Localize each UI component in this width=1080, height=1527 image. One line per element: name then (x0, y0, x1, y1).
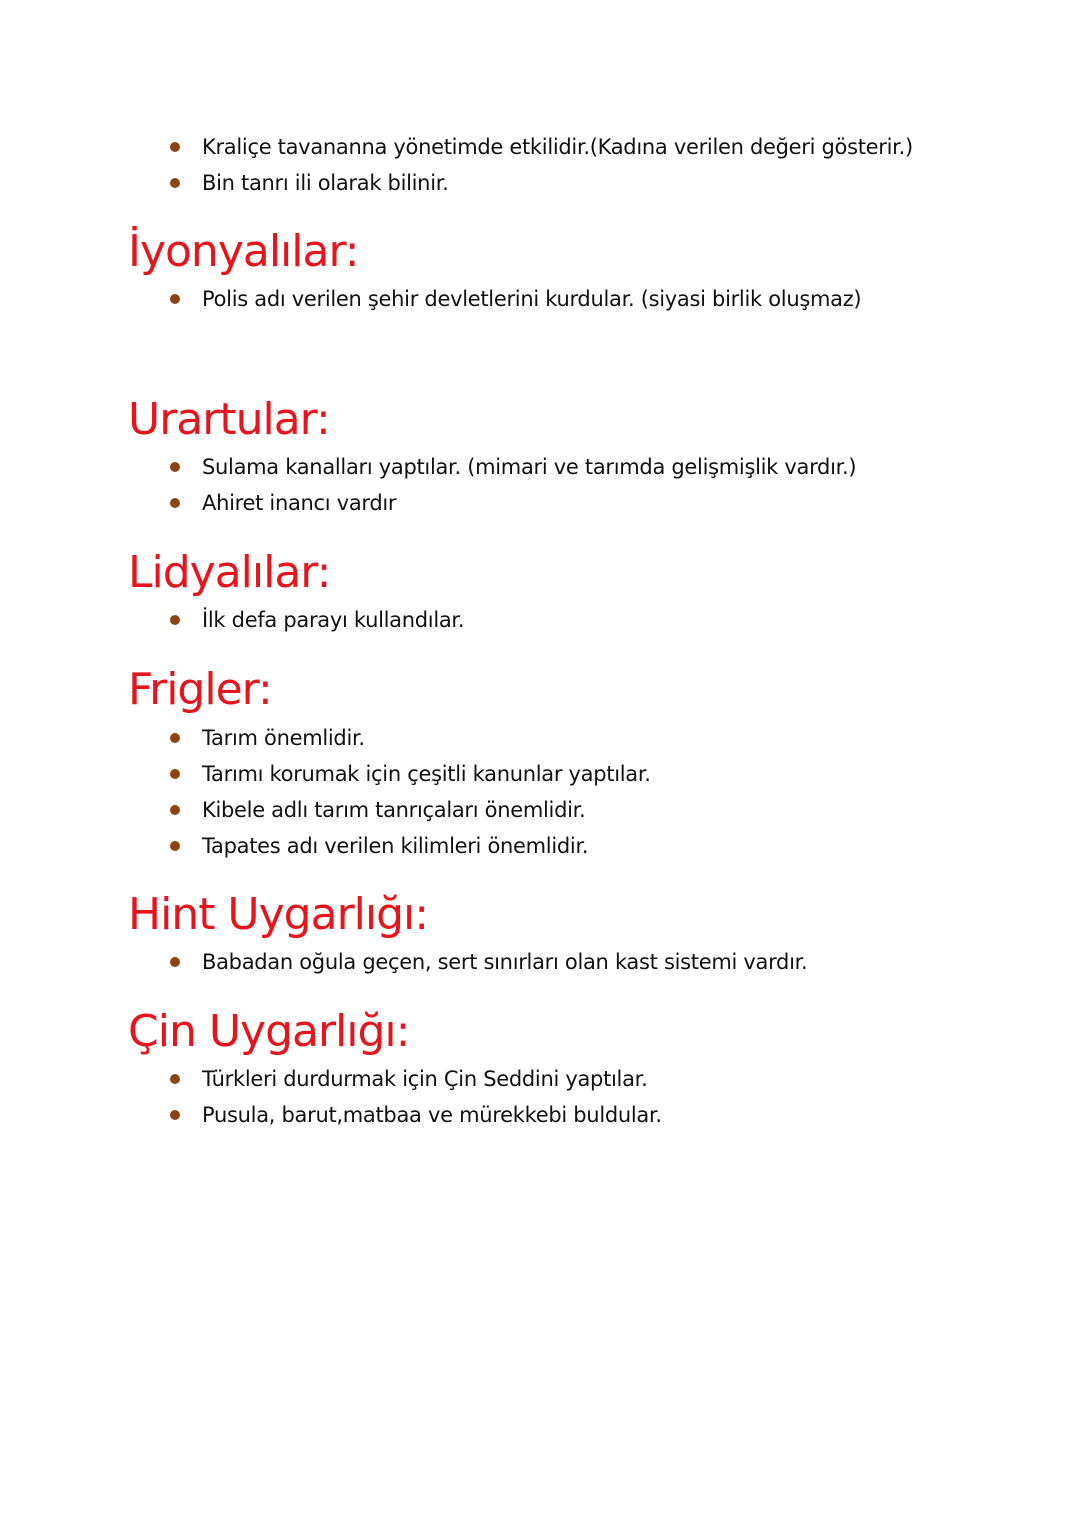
list-item (0, 944, 807, 980)
bullet-icon (170, 841, 180, 851)
item-text: Kraliçe tavananna yönetimde etkilidir.(Kadına verilen değeri gösterir.) (202, 135, 913, 159)
bullet-icon (170, 769, 180, 779)
list-item (0, 281, 861, 317)
list-item (0, 1061, 662, 1097)
bullet-icon (170, 805, 180, 815)
section-heading: Lidyalılar: (128, 547, 331, 598)
bullet-icon (170, 1110, 180, 1120)
section-heading: Frigler: (128, 664, 272, 715)
list-item (0, 485, 856, 521)
item-text: Bin tanrı ili olarak bilinir. (202, 171, 449, 195)
bullet-icon (170, 733, 180, 743)
list-item (0, 828, 651, 864)
list-item (0, 792, 651, 828)
section-list (0, 944, 807, 980)
section-heading: Çin Uygarlığı: (128, 1006, 410, 1057)
bullet-icon (170, 1074, 180, 1084)
list-item (0, 756, 651, 792)
bullet-icon (170, 462, 180, 472)
item-text: Pusula, barut,matbaa ve mürekkebi buldular. (202, 1103, 662, 1127)
item-text: Babadan oğula geçen, sert sınırları olan kast sistemi vardır. (202, 950, 808, 974)
bullet-icon (170, 178, 180, 188)
item-text: Tapates adı verilen kilimleri önemlidir. (202, 834, 589, 858)
section-list (0, 1061, 662, 1133)
section-heading: Urartular: (128, 394, 330, 445)
item-text: Tarımı korumak için çeşitli kanunlar yaptılar. (202, 762, 651, 786)
list-item (0, 720, 651, 756)
bullet-icon (170, 498, 180, 508)
section-list (0, 449, 856, 521)
item-text: Sulama kanalları yaptılar. (mimari ve tarımda gelişmişlik vardır.) (202, 455, 857, 479)
bullet-icon (170, 142, 180, 152)
list-item (0, 165, 913, 201)
list-item (0, 1097, 662, 1133)
section-heading: Hint Uygarlığı: (128, 889, 429, 940)
bullet-icon (170, 957, 180, 967)
section-list (0, 281, 861, 317)
item-text: Ahiret inancı vardır (202, 491, 397, 515)
list-item (0, 449, 856, 485)
item-text: Türkleri durdurmak için Çin Seddini yaptılar. (202, 1067, 648, 1091)
list-item (0, 129, 913, 165)
item-text: Polis adı verilen şehir devletlerini kurdular. (siyasi birlik oluşmaz) (202, 287, 862, 311)
item-text: Tarım önemlidir. (202, 726, 365, 750)
item-text: İlk defa parayı kullandılar. (202, 608, 465, 632)
section-list (0, 602, 464, 638)
bullet-icon (170, 615, 180, 625)
bullet-icon (170, 294, 180, 304)
section-list (0, 720, 651, 864)
section-heading: İyonyalılar: (128, 226, 359, 277)
item-text: Kibele adlı tarım tanrıçaları önemlidir. (202, 798, 586, 822)
intro-list (0, 129, 913, 201)
list-item (0, 602, 464, 638)
